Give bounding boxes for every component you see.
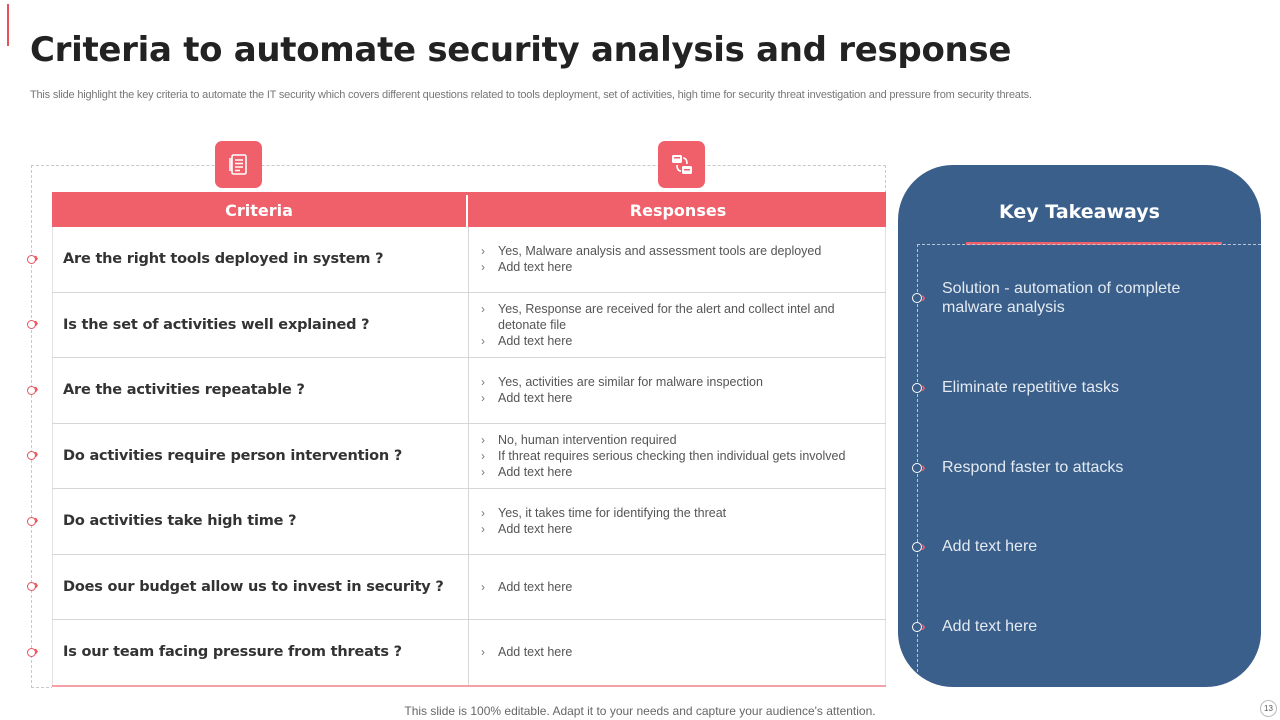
circle-chevron-icon: › (27, 517, 43, 527)
criteria-cell: Are the activities repeatable ? (52, 358, 469, 423)
header-responses: Responses (629, 201, 727, 220)
dashed-connector-top (917, 244, 1261, 245)
header-criteria: Criteria (52, 195, 468, 227)
response-item (481, 374, 867, 390)
table-header (52, 192, 886, 227)
circle-chevron-icon: › (27, 582, 43, 592)
chevron-right-icon: › (481, 244, 485, 259)
chevron-right-icon: › (481, 432, 485, 447)
response-item (481, 390, 867, 406)
response-text: Yes, Response are received for the alert and collect intel and detonate file (498, 301, 835, 332)
response-text: Yes, Malware analysis and assessment tools are deployed (498, 244, 822, 259)
title-accent-bar (7, 4, 9, 46)
response-text: Add text here (498, 579, 573, 594)
response-item (481, 259, 867, 275)
table-row (52, 358, 886, 424)
response-item (481, 301, 867, 333)
chevron-right-icon: › (481, 448, 485, 463)
response-text: Add text here (498, 522, 573, 537)
footer-note: This slide is 100% editable. Adapt it to your needs and capture your audience's attention. (404, 704, 876, 718)
response-item (481, 505, 867, 521)
criteria-cell: Is our team facing pressure from threats ? (52, 620, 469, 685)
response-text: No, human intervention required (498, 432, 677, 447)
chevron-right-icon: › (481, 260, 485, 275)
responses-cell (469, 555, 886, 620)
response-text: Yes, activities are similar for malware inspection (498, 375, 763, 390)
response-text: Add text here (498, 464, 573, 479)
chevron-right-icon: › (481, 301, 485, 316)
document-list-icon (215, 141, 262, 188)
response-item (481, 432, 867, 448)
criteria-cell: Is the set of activities well explained ? (52, 293, 469, 358)
takeaway-item: Add text here (942, 618, 1038, 635)
slide-subtitle: This slide highlight the key criteria to automate the IT security which covers different questions related to tools deployment, set of activities, high time for security threat investigation and pressure from security threats. (30, 89, 1032, 101)
table-row (52, 555, 886, 621)
response-item (481, 579, 867, 595)
response-text: Add text here (498, 333, 573, 348)
response-item (481, 333, 867, 349)
responses-cell (469, 489, 886, 554)
response-item (481, 464, 867, 480)
criteria-table (52, 192, 886, 688)
chevron-right-icon: › (481, 333, 485, 348)
responses-cell (469, 424, 886, 489)
circle-chevron-icon: › (27, 386, 43, 396)
response-item (481, 243, 867, 259)
circle-chevron-icon: › (912, 383, 932, 395)
table-row (52, 489, 886, 555)
takeaway-item: Add text here (942, 538, 1038, 555)
response-item (481, 644, 867, 660)
circle-chevron-icon: › (912, 622, 932, 634)
response-item (481, 448, 867, 464)
circle-chevron-icon: › (27, 451, 43, 461)
response-text: If threat requires serious checking then individual gets involved (498, 448, 846, 463)
takeaway-item: Respond faster to attacks (942, 459, 1124, 476)
page-number: 13 (1260, 700, 1277, 717)
criteria-cell: Do activities take high time ? (52, 489, 469, 554)
responses-cell (469, 227, 886, 292)
response-item (481, 521, 867, 537)
key-takeaways-title: Key Takeaways (999, 201, 1160, 223)
table-bottom-border (52, 685, 886, 687)
response-text: Add text here (498, 645, 573, 660)
response-text: Add text here (498, 391, 573, 406)
slide-title: Criteria to automate security analysis and response (30, 30, 1012, 70)
chevron-right-icon: › (481, 522, 485, 537)
criteria-cell: Do activities require person intervention ? (52, 424, 469, 489)
response-text: Add text here (498, 260, 573, 275)
circle-chevron-icon: › (27, 648, 43, 658)
responses-cell (469, 620, 886, 685)
table-row (52, 620, 886, 686)
chevron-right-icon: › (481, 506, 485, 521)
responses-cell (469, 293, 886, 358)
circle-chevron-icon: › (912, 293, 932, 305)
table-row (52, 424, 886, 490)
table-row (52, 227, 886, 293)
circle-chevron-icon: › (912, 542, 932, 554)
circle-chevron-icon: › (27, 320, 43, 330)
chevron-right-icon: › (481, 579, 485, 594)
response-text: Yes, it takes time for identifying the threat (498, 506, 727, 521)
criteria-cell: Does our budget allow us to invest in security ? (52, 555, 469, 620)
criteria-cell: Are the right tools deployed in system ? (52, 227, 469, 292)
chat-exchange-icon (658, 141, 705, 188)
responses-cell (469, 358, 886, 423)
chevron-right-icon: › (481, 391, 485, 406)
chevron-right-icon: › (481, 645, 485, 660)
table-row (52, 293, 886, 359)
circle-chevron-icon: › (27, 255, 43, 265)
key-takeaways-panel (898, 165, 1261, 687)
chevron-right-icon: › (481, 375, 485, 390)
takeaway-item: Eliminate repetitive tasks (942, 379, 1119, 396)
takeaway-item: Solution - automation of complete malware analysis (942, 280, 1181, 316)
circle-chevron-icon: › (912, 463, 932, 475)
chevron-right-icon: › (481, 464, 485, 479)
